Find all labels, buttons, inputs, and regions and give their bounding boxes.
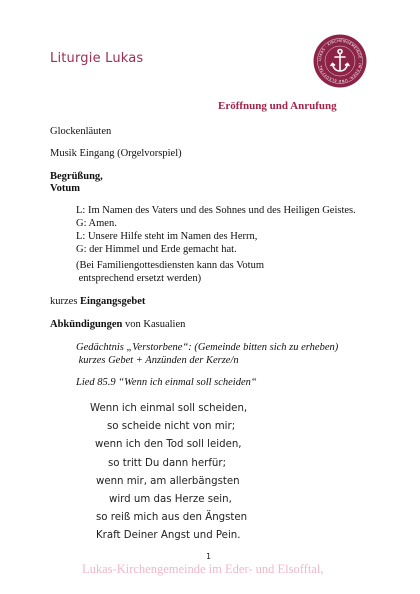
note-block [76, 259, 264, 285]
votum-line: L: Im Namen des Vaters und des Sohnes und des Heiligen Geistes. [76, 205, 356, 216]
song-line: so scheide nicht von mir; [107, 421, 236, 432]
lied-title: Lied 85.9 “Wenn ich einmal soll scheiden“ [76, 377, 257, 388]
gedaechtnis-block [76, 341, 338, 367]
logo-text: Liturgie Lukas [50, 51, 144, 66]
note-line: entsprechend ersetzt werden) [76, 273, 202, 284]
eingangsgebet-bold: Eingangsgebet [80, 296, 146, 307]
song-line: so tritt Du dann herfür; [108, 458, 226, 469]
seal-text: LUKAS · KIRCHENGEMEINDE · IM EDER- UND ELSOFFTAL [317, 38, 363, 84]
votum-block [76, 204, 356, 256]
eingangsgebet-prefix: kurzes [50, 296, 81, 307]
gedaechtnis-line: kurzes Gebet + Anzünden der Kerze/n [76, 355, 239, 366]
page-number: 1 [206, 552, 212, 561]
abkuendigungen-rest: von Kasualien [122, 319, 186, 330]
item-glockenlaeuten: Glockenläuten [50, 126, 112, 137]
song-line: wenn ich den Tod soll leiden, [95, 439, 242, 450]
church-seal-logo [313, 34, 367, 88]
votum-line: L: Unsere Hilfe steht im Namen des Herrn, [76, 231, 258, 242]
votum-line: G: Amen. [76, 218, 117, 229]
note-line: (Bei Familiengottesdiensten kann das Votum [76, 260, 265, 271]
song-line: Kraft Deiner Angst und Pein. [96, 530, 241, 541]
item-abkuendigungen [50, 318, 185, 331]
footer-text: Lukas-Kirchengemeinde im Eder- und Elsofftal, [82, 562, 324, 576]
song-line: wird um das Herze sein, [109, 494, 232, 505]
song-line: so reiß mich aus den Ängsten [96, 512, 248, 523]
abkuendigungen-bold: Abkündigungen [50, 319, 123, 330]
item-begruessung: Begrüßung, [50, 171, 103, 182]
item-musik-eingang: Musik Eingang (Orgelvorspiel) [50, 148, 182, 159]
song-line: wenn mir, am allerbängsten [96, 476, 240, 487]
votum-line: G: der Himmel und Erde gemacht hat. [76, 244, 237, 255]
item-votum: Votum [50, 183, 80, 194]
gedaechtnis-line: Gedächtnis „Verstorbene“: (Gemeinde bitten sich zu erheben) [76, 342, 339, 353]
song-line: Wenn ich einmal soll scheiden, [90, 403, 248, 414]
section-title: Eröffnung und Anrufung [218, 100, 337, 112]
item-eingangsgebet [50, 295, 145, 308]
